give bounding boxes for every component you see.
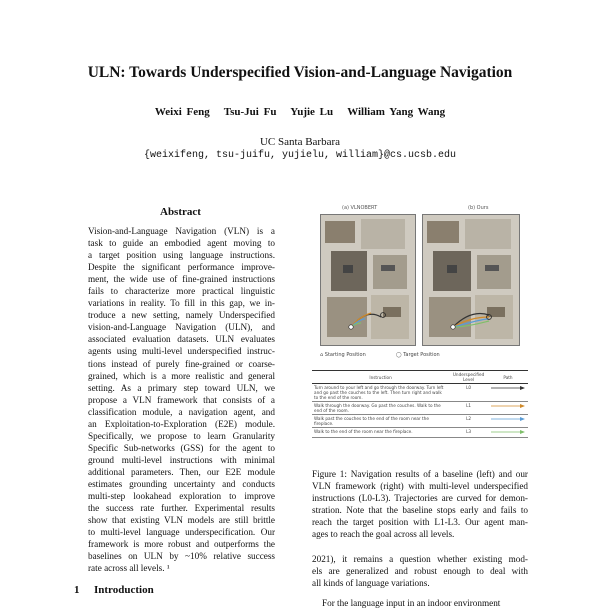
table-header: Underspecified Level <box>449 371 488 384</box>
abstract-line: multi-step lookahead exploration to improve <box>88 491 275 502</box>
abstract-line: classification module, a navigation agent, and <box>88 406 275 417</box>
table-row <box>312 402 528 415</box>
target-marker-icon: ◯ <box>396 352 402 358</box>
instruction-cell: Walk to the end of the room near the fireplace. <box>312 428 449 438</box>
abstract-line: fails to characterize more practical linguistic <box>88 286 275 297</box>
affiliation: UC Santa Barbara <box>259 136 341 148</box>
abstract-line: the success rate further. Experimental results <box>88 503 275 514</box>
level-cell: L0 <box>449 384 488 402</box>
table-row <box>312 428 528 438</box>
abstract-line: Despite the significant performance improve- <box>88 262 275 273</box>
author-name: William Yang Wang <box>347 106 446 118</box>
abstract-line: ment, the wide use of fine-grained instructions <box>88 274 275 285</box>
level-cell: L2 <box>449 415 488 428</box>
caption-line: reach the target position with L1-L3. Our agent man- <box>312 517 528 528</box>
abstract-line: vision-and-Language Navigation (ULN), and <box>88 322 275 333</box>
path-cell <box>488 384 528 402</box>
abstract-line: additional parameters. Then, our E2E module <box>88 466 275 477</box>
instruction-cell: Walk through the doorway. Go past the couches. Walk to the end of the room. <box>312 402 449 415</box>
abstract-line: Specific Sub-networks (GSS) for the agent to <box>88 442 275 453</box>
paragraph-line: For the language input in an indoor environment <box>322 598 501 609</box>
abstract-line: framework is more robust and outperforms the <box>88 539 275 550</box>
legend-start <box>320 352 366 358</box>
level-cell: L3 <box>449 428 488 438</box>
section-title: Introduction <box>94 584 154 596</box>
abstract-line: associated evaluation datasets. ULN evaluates <box>88 334 275 345</box>
caption-line: stration. Note that the baseline stops early and fails to <box>312 505 528 516</box>
abstract-heading: Abstract <box>160 206 201 218</box>
left-map-label: (a) VLNOBERT <box>342 205 378 211</box>
path-arrow-icon <box>490 416 526 422</box>
author-list <box>0 106 600 118</box>
abstract-line: propose a VLN framework that consists of a <box>88 394 275 405</box>
abstract-line: estimates grounding uncertainty and conducts <box>88 478 275 489</box>
caption-line: instructions (L0-L3). Trajectories are curved for demon- <box>312 493 528 504</box>
start-marker-icon: ⌂ <box>320 352 324 358</box>
abstract-line: variations in reality. To fill in this gap, we in- <box>88 298 275 309</box>
abstract-body <box>88 225 275 574</box>
abstract-line: task to guide an embodied agent moving to <box>88 238 275 249</box>
caption-line: ages to reach the goal across all levels. <box>312 529 455 540</box>
table-row <box>312 415 528 428</box>
abstract-line: Specifically, we propose to learn Granularity <box>88 430 275 441</box>
caption-line: VLN framework (right) with multi-level underspecified <box>312 481 528 492</box>
instruction-table <box>312 370 528 438</box>
section-heading <box>74 584 154 596</box>
author-emails: {weixifeng, tsu-juifu, yujielu, william}@cs.ucsb.edu <box>143 150 457 161</box>
abstract-line: an Exploitation-to-Exploration (E2E) module. <box>88 418 275 429</box>
path-arrow-icon <box>490 385 526 391</box>
paper-title: ULN: Towards Underspecified Vision-and-Language Navigation <box>87 64 513 81</box>
abstract-line: troduce a new setting, namely Underspecified <box>88 310 275 321</box>
abstract-line: ground multi-level instructions with minimal <box>88 454 275 465</box>
abstract-line: rate across all levels. ¹ <box>88 563 170 574</box>
abstract-line: Vision-and-Language Navigation (VLN) is a <box>88 226 275 236</box>
paragraph-line: all kinds of language variations. <box>312 578 430 589</box>
instruction-cell: Walk past the couches to the end of the room near the fireplace. <box>312 415 449 428</box>
right-floorplan-image <box>422 214 520 346</box>
table-header: Path <box>488 371 528 384</box>
paragraph-line: els are generalized and robust enough to deal with <box>312 566 528 577</box>
table-header: Instruction <box>312 371 449 384</box>
author-name: Yujie Lu <box>290 106 334 118</box>
abstract-line: grained, which is a more realistic and general <box>88 370 275 381</box>
right-map-label: (b) Ours <box>468 205 489 211</box>
abstract-line: baselines on ULN by ~10% relative success <box>88 551 275 562</box>
table-row <box>312 384 528 402</box>
abstract-line: show that existing VLN models are still brittle <box>88 515 275 526</box>
abstract-line: setting. As a primary step toward ULN, we <box>88 382 275 393</box>
path-arrow-icon <box>490 403 526 409</box>
path-cell <box>488 402 528 415</box>
paragraph-line: 2021), it remains a question whether existing mod- <box>312 554 528 564</box>
left-floorplan-image <box>320 214 416 346</box>
abstract-line: agents using multi-level underspecified instruc- <box>88 346 275 357</box>
level-cell: L1 <box>449 402 488 415</box>
legend-start-label: Starting Position <box>324 352 366 358</box>
legend-target-label: Target Position <box>403 352 440 358</box>
figure-caption <box>312 468 528 540</box>
author-name: Weixi Feng <box>154 106 210 118</box>
path-cell <box>488 415 528 428</box>
instruction-cell: Turn around to your left and go through the doorway. Turn left and go past the couches to the left. Then turn right and walk to the end of the room. <box>312 384 449 402</box>
caption-line: Figure 1: Navigation results of a baseline (left) and our <box>312 469 528 479</box>
abstract-line: tions instead of purely fine-grained or coarse- <box>88 358 275 369</box>
author-name: Tsu-Jui Fu <box>223 106 277 118</box>
legend-target <box>396 352 440 358</box>
abstract-line: a target position using language instructions. <box>88 250 275 261</box>
path-cell <box>488 428 528 438</box>
path-arrow-icon <box>490 429 526 435</box>
abstract-line: to multi-level language underspecification. Our <box>88 527 275 538</box>
section-number: 1 <box>74 584 80 596</box>
intro-paragraph <box>312 553 528 609</box>
